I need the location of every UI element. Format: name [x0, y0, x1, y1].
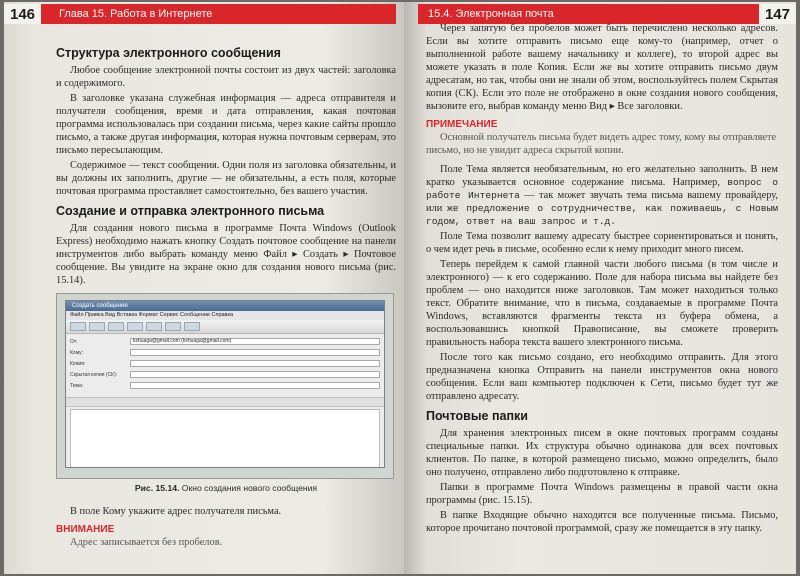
- caption-text: Окно создания нового сообщения: [181, 483, 318, 493]
- right-column: [426, 22, 778, 537]
- paragraph-subject: [426, 163, 778, 228]
- figure-caption: [56, 483, 396, 493]
- right-page: [404, 2, 796, 574]
- field-label: Копия:: [70, 360, 86, 367]
- section-heading-structure: Структура электронного сообщения: [56, 46, 281, 60]
- figure-15-14: [56, 293, 394, 479]
- window-toolbar: [66, 320, 384, 334]
- note-body: Основной получатель письма будет видеть адрес тому, кому вы отправляете письмо, но не увидит адреса скрытой копии.: [426, 132, 777, 156]
- paragraph: Для создания нового письма в программе Почта Windows (Outlook Express) необходимо нажать кнопку Создать почтовое сообщение на панели инструментов либо выбрать команду меню Файл ▸ Создать ▸ Почтовое сообщение. Вы увидите на экране окно для создания нового письма (рис. 15.14).: [56, 223, 396, 286]
- field-subject: [70, 381, 380, 390]
- field-label: Скрытая копия (СК):: [70, 371, 118, 378]
- field-from: [70, 337, 380, 346]
- book-spread: [4, 2, 796, 574]
- paragraph: В заголовке указана служебная информация — адреса отправителя и получателя сообщения, время и дата отправления, какая почтовая программа использовалась при создании письма, через какие сайты прошло письмо, а также другая информация, которая нужна почтовым серверам, это письмо пересылающим.: [56, 93, 396, 156]
- toolbar-button-icon: [165, 322, 181, 331]
- right-running-head: 15.4. Электронная почта: [428, 8, 554, 20]
- left-page: [4, 2, 404, 574]
- warning-body: Адрес записывается без пробелов.: [70, 537, 223, 548]
- field-value: [130, 360, 380, 367]
- field-to: [70, 348, 380, 357]
- toolbar-button-icon: [184, 322, 200, 331]
- paragraph: После того как письмо создано, его необходимо отправить. Для этого предназначена кнопка Отправить на панели инструментов окна нового сообщения. Если ваш компьютер подключен к Сети, письмо будет тут же отправлено адресату.: [426, 352, 778, 402]
- field-value: [130, 349, 380, 356]
- text-run: Поле Тема является необязательным, но его желательно заполнить. В нем кратко указывается основное содержание письма. Например,: [426, 164, 778, 188]
- paragraph: Содержимое — текст сообщения. Одни поля из заголовка обязательны, и вы должны их заполнить, другие — не обязательны, а есть поля, которые почтовая программа проставляет самостоятельно, без вашего участия.: [56, 160, 396, 197]
- section-heading-folders: Почтовые папки: [426, 409, 528, 423]
- toolbar-button-icon: [70, 322, 86, 331]
- field-value: [130, 371, 380, 378]
- field-label: От:: [70, 338, 78, 345]
- paragraph: Для хранения электронных писем в окне почтовых программ созданы специальные папки. Их структура обычно одинакова для всех почтовых клиентов. По папке, в которой размещено письмо, можно определить, было оно получено, отправлено либо подготовлено к отправке.: [426, 428, 778, 478]
- format-toolbar: [66, 397, 384, 407]
- example-subject: вопрос о работе Интернета: [426, 177, 778, 201]
- text-run: — так может звучать тема письма вашему провайдеру, или: [426, 190, 779, 214]
- paragraph: Теперь перейдем к самой главной части любого письма (в том числе и электронного) — к его содержанию. Поле для набора письма вы найдете без проблем — оно находится ниже заголовков. Там может находиться только текст. Обратите внимание, что в письма, создаваемые в программе Почта Windows, вставляются фрагменты текста из буфера обмена, а воспользовавшись кнопкой Правописание, вы сможете проверить правильность набора текста вашего электронного письма.: [426, 259, 778, 348]
- window-title: Создать сообщение: [66, 301, 384, 311]
- right-page-number: 147: [759, 4, 796, 24]
- paragraph: Папки в программе Почта Windows размещены в правой части окна программы (рис. 15.15).: [426, 482, 778, 506]
- paragraph: В поле Кому укажите адрес получателя письма.: [70, 506, 282, 517]
- left-running-head: Глава 15. Работа в Интернете: [59, 8, 213, 20]
- paragraph: Через запятую без пробелов может быть перечислено несколько адресов. Если вы хотите отправить письмо еще кому-то (например, отчет о выполненной работе вашему начальнику и коллеге), то второй адрес вы можете указать в поле Копия. Если же вы хотите отправить письмо двум адресатам, но так, чтобы они не знали об этом, воспользуйтесь полем Скрытая копия (СК). Если это поле не отображено в окне создания нового сообщения, вызовите его, выбрав команду меню Вид ▸ Все заголовки.: [426, 23, 778, 112]
- new-message-window-screenshot: [65, 300, 385, 468]
- window-menu-bar: Файл Правка Вид Вставка Формат Сервис Сообщение Справка: [66, 311, 384, 320]
- toolbar-button-icon: [108, 322, 124, 331]
- left-column: [56, 40, 396, 555]
- caption-number: Рис. 15.14.: [134, 483, 180, 493]
- message-body-area: [70, 409, 380, 468]
- toolbar-button-icon: [127, 322, 143, 331]
- paragraph: В папке Входящие обычно находятся все полученные письма. Письмо, которое прочитано почтовой программой, сразу же помещается в эту папку.: [426, 510, 778, 534]
- toolbar-button-icon: [89, 322, 105, 331]
- toolbar-button-icon: [146, 322, 162, 331]
- field-label: Кому:: [70, 349, 84, 356]
- field-cc: [70, 359, 380, 368]
- field-value: kshuaga@gmail.com (kshuaga@gmail.com): [130, 338, 380, 345]
- header-fields: [66, 334, 384, 395]
- warning-heading: ВНИМАНИЕ: [56, 524, 115, 535]
- field-bcc: [70, 370, 380, 379]
- right-running-header: [418, 4, 796, 24]
- note-heading: ПРИМЕЧАНИЕ: [426, 119, 498, 130]
- paragraph: Поле Тема позволит вашему адресату быстрее сориентироваться и понять, о чем идет речь в письме, особенно если к нему приходит много писем.: [426, 231, 778, 255]
- field-value: [130, 382, 380, 389]
- left-running-header: [4, 4, 396, 24]
- left-page-number: 146: [4, 4, 41, 24]
- field-label: Тема:: [70, 382, 84, 389]
- example-subjects: же предложение о сотрудничестве, как поживаешь, с Новым годом, ответ на ваш запрос и т.д.: [426, 203, 778, 227]
- paragraph: Любое сообщение электронной почты состоит из двух частей: заголовка и содержимого.: [56, 65, 396, 89]
- section-heading-create-send: Создание и отправка электронного письма: [56, 204, 325, 218]
